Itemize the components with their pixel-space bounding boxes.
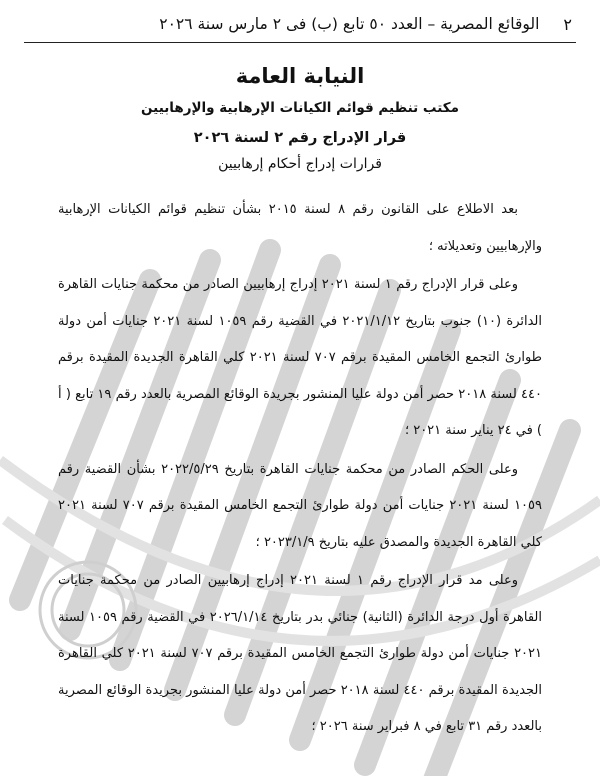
header-divider — [24, 42, 576, 43]
page-header — [28, 10, 572, 38]
document-title: النيابة العامة — [235, 64, 365, 88]
issue-info: الوقائع المصرية – العدد ٥٠ تابع (ب) فى ٢ مارس سنة ٢٠٢٦ — [159, 15, 540, 33]
paragraph: وعلى مد قرار الإدراج رقم ١ لسنة ٢٠٢١ إدراج إرهابيين الصادر من محكمة جنايات القاهرة أول درجة الدائرة (الثانية) جنائي بدر بتاريخ ٢٠٢٦/١/١٤ في القضية رقم ١٠٥٩ لسنة ٢٠٢١ جنايات أمن دولة طوارئ التجمع الخامس المقيدة برقم ٧٠٧ لسنة ٢٠٢١ كلي القاهرة الجديدة المقيدة برقم ٤٤٠ لسنة ٢٠١٨ حصر أمن دولة عليا المنشور بجريدة الوقائع المصرية بالعدد رقم ٣١ تابع في ٨ فبراير سنة ٢٠٢٦ ؛ — [58, 573, 543, 734]
page-number: ٢ — [563, 14, 572, 34]
decisions-type: قرارات إدراج أحكام إرهابيين — [218, 156, 382, 172]
paragraph: بعد الاطلاع على القانون رقم ٨ لسنة ٢٠١٥ بشأن تنظيم قوائم الكيانات الإرهابية والإرهابيين وتعديلاته ؛ — [58, 202, 542, 254]
decision-title: قرار الإدراج رقم ٢ لسنة ٢٠٢٦ — [193, 130, 407, 146]
document-body — [58, 64, 542, 748]
paragraph: وعلى الحكم الصادر من محكمة جنايات القاهرة بتاريخ ٢٠٢٢/٥/٢٩ بشأن القضية رقم ١٠٥٩ لسنة ٢٠٢١ جنايات أمن دولة طوارئ التجمع الخامس المقيدة برقم ٧٠٧ لسنة ٢٠٢١ كلي القاهرة الجديدة والمصدق عليه بتاريخ ٢٠٢٣/١/٩ ؛ — [58, 461, 542, 550]
paragraph: وعلى قرار الإدراج رقم ١ لسنة ٢٠٢١ إدراج إرهابيين الصادر من محكمة جنايات القاهرة الدائرة (١٠) جنوب بتاريخ ٢٠٢١/١/١٢ في القضية رقم ١٠٥٩ لسنة ٢٠٢١ جنايات أمن دولة طوارئ التجمع الخامس المقيدة برقم ٧٠٧ لسنة ٢٠٢١ كلي القاهرة الجديدة المقيدة برقم ٤٤٠ لسنة ٢٠١٨ حصر أمن دولة عليا المنشور بجريدة الوقائع المصرية بالعدد رقم ١٩ تابع ( أ ) في ٢٤ يناير سنة ٢٠٢١ ؛ — [58, 277, 543, 438]
office-name: مكتب تنظيم قوائم الكيانات الإرهابية والإرهابيين — [141, 100, 459, 116]
